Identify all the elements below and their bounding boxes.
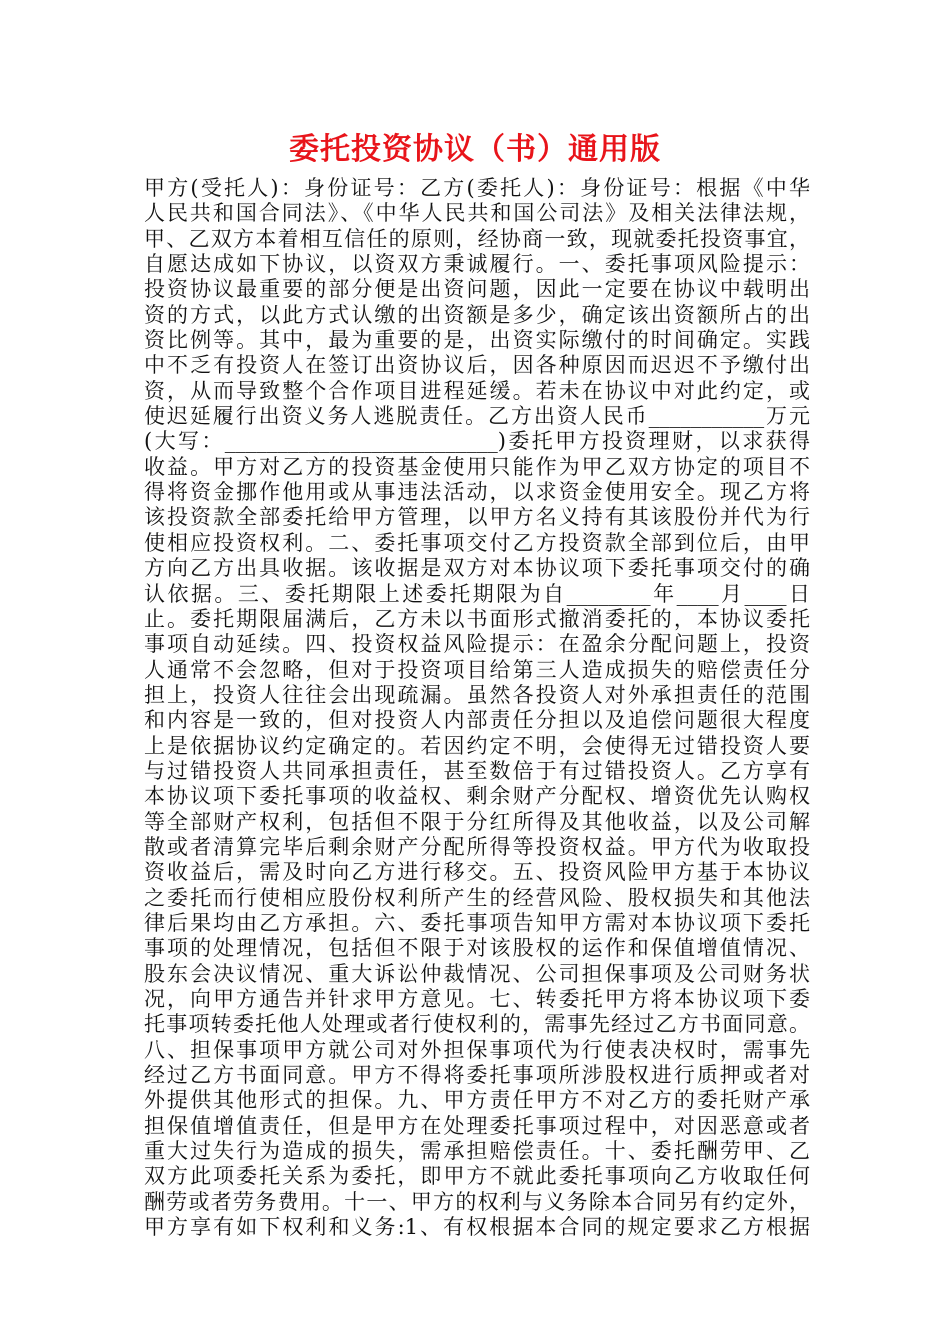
body-line: 中不乏有投资人在签订出资协议后，因各种原因而迟迟不予缴付出 — [144, 353, 810, 378]
body-line: 甲、乙双方本着相互信任的原则，经协商一致，现就委托投资事宜， — [144, 226, 810, 251]
body-line: 该投资款全部委托给甲方管理，以甲方名义持有其该股份并代为行 — [144, 505, 810, 530]
body-line: 资，从而导致整个合作项目进程延缓。若未在协议中对此约定，或 — [144, 378, 810, 403]
body-line: 况，向甲方通告并针求甲方意见。七、转委托甲方将本协议项下委 — [144, 987, 810, 1011]
body-line: 律后果均由乙方承担。六、委托事项告知甲方需对本协议项下委托 — [144, 910, 810, 935]
body-line: 甲方(受托人)：身份证号：乙方(委托人)：身份证号：根据《中华 — [144, 176, 810, 200]
body-line: 资比例等。其中，最为重要的是，出资实际缴付的时间确定。实践 — [144, 328, 810, 353]
body-line: 得将资金挪作他用或从事违法活动，以求资金使用安全。现乙方将 — [144, 480, 810, 505]
body-line: 使相应投资权利。二、委托事项交付乙方投资款全部到位后，由甲 — [144, 530, 810, 555]
body-line: 事项自动延续。四、投资权益风险提示：在盈余分配问题上，投资 — [144, 632, 810, 657]
document-title: 委托投资协议（书）通用版 — [289, 132, 661, 167]
body-line: 外提供其他形式的担保。九、甲方责任甲方不对乙方的委托财产承 — [144, 1088, 810, 1113]
body-line: 酬劳或者劳务费用。十一、甲方的权利与义务除本合同另有约定外， — [144, 1189, 810, 1214]
body-line: 自愿达成如下协议，以资双方秉诚履行。一、委托事项风险提示： — [144, 252, 810, 277]
body-line: 股东会决议情况、重大诉讼仲裁情况、公司担保事项及公司财务状 — [144, 961, 810, 986]
body-line: 资的方式，以此方式认缴的出资额是多少，确定该出资额所占的出 — [144, 302, 810, 327]
body-line: 甲方享有如下权利和义务:1、有权根据本合同的规定要求乙方根据 — [144, 1215, 810, 1240]
body-line: 和内容是一致的，但对投资人内部责任分担以及追偿问题很大程度 — [144, 708, 810, 733]
body-line: 经过乙方书面同意。甲方不得将委托事项所涉股权进行质押或者对 — [144, 1063, 810, 1088]
body-line: 与过错投资人共同承担责任，甚至数倍于有过错投资人。乙方享有 — [144, 758, 810, 783]
body-line: 收益。甲方对乙方的投资基金使用只能作为甲乙双方协定的项目不 — [144, 454, 810, 479]
body-line: 资收益后，需及时向乙方进行移交。五、投资风险甲方基于本协议 — [144, 860, 810, 885]
body-line: 事项的处理情况，包括但不限于对该股权的运作和保值增值情况、 — [144, 936, 810, 961]
body-line: 等全部财产权利，包括但不限于分红所得及其他收益，以及公司解 — [144, 809, 810, 834]
body-line: 双方此项委托关系为委托，即甲方不就此委托事项向乙方收取任何 — [144, 1164, 810, 1189]
body-line: 八、担保事项甲方就公司对外担保事项代为行使表决权时，需事先 — [144, 1037, 810, 1062]
body-line: 托事项转委托他人处理或者行使权利的，需事先经过乙方书面同意。 — [144, 1012, 810, 1037]
body-line: 认依据。三、委托期限上述委托期限为自________年____月____日 — [144, 581, 810, 606]
body-line: 人通常不会忽略，但对于投资项目给第三人造成损失的赔偿责任分 — [144, 657, 810, 682]
body-line: 上是依据协议约定确定的。若因约定不明，会使得无过错投资人要 — [144, 733, 810, 758]
body-line: 之委托而行使相应股份权利所产生的经营风险、股权损失和其他法 — [144, 885, 810, 910]
body-line: 担保值增值责任，但是甲方在处理委托事项过程中，对因恶意或者 — [144, 1113, 810, 1138]
body-line: 使迟延履行出资义务人逃脱责任。乙方出资人民币___________万元 — [144, 404, 810, 429]
body-line: 投资协议最重要的部分便是出资问题，因此一定要在协议中载明出 — [144, 277, 810, 302]
document-body — [144, 176, 810, 1240]
body-line: 本协议项下委托事项的收益权、剩余财产分配权、增资优先认购权 — [144, 784, 810, 809]
body-line: 方向乙方出具收据。该收据是双方对本协议项下委托事项交付的确 — [144, 556, 810, 581]
body-line: 散或者清算完毕后剩余财产分配所得等投资权益。甲方代为收取投 — [144, 834, 810, 859]
body-line: 人民共和国合同法》、《中华人民共和国公司法》及相关法律法规， — [144, 201, 810, 226]
body-line: 重大过失行为造成的损失，需承担赔偿责任。十、委托酬劳甲、乙 — [144, 1139, 810, 1164]
body-line: 担上，投资人往往会出现疏漏。虽然各投资人对外承担责任的范围 — [144, 682, 810, 707]
body-line: (大写：__________________________)委托甲方投资理财，以求获得 — [144, 429, 810, 454]
body-line: 止。委托期限届满后，乙方未以书面形式撤消委托的，本协议委托 — [144, 606, 810, 631]
